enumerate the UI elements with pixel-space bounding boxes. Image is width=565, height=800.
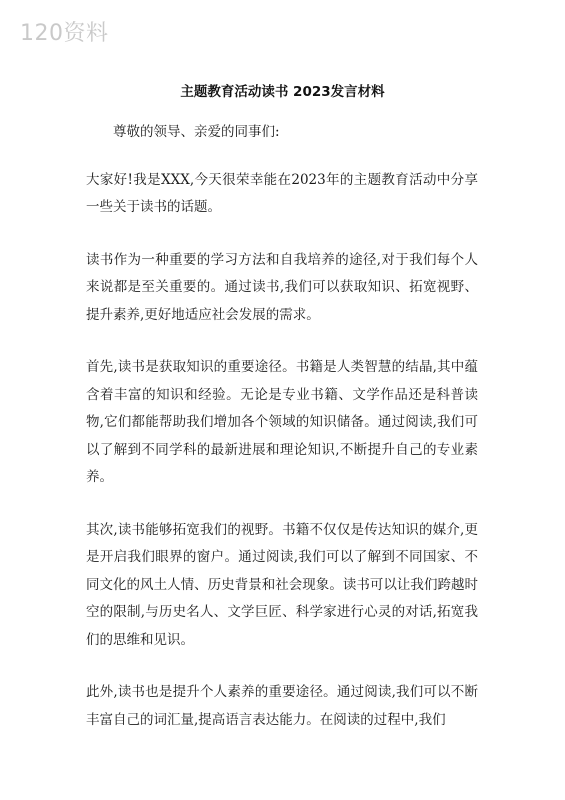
paragraph-greeting: 大家好!我是XXX,今天很荣幸能在2023年的主题教育活动中分享一些关于读书的话题。 bbox=[86, 171, 478, 215]
paragraph-horizons: 其次,读书能够拓宽我们的视野。书籍不仅仅是传达知识的媒介,更是开启我们眼界的窗户。通过阅读,我们可以了解到不同国家、不同文化的风土人情、历史背景和社会现象。读书可以让我们跨越时空的限制,与历史名人、文学巨匠、科学家进行心灵的对话,拓宽我们的思维和见识。 bbox=[86, 521, 478, 648]
paragraph-knowledge: 首先,读书是获取知识的重要途径。书籍是人类智慧的结晶,其中蕴含着丰富的知识和经验。无论是专业书籍、文学作品还是科普读物,它们都能帮助我们增加各个领域的知识储备。通过阅读,我们可以了解到不同学科的最新进展和理论知识,不断提升自己的专业素养。 bbox=[86, 359, 478, 485]
document-title: 主题教育活动读书 2023发言材料 bbox=[180, 84, 385, 100]
paragraph-literacy: 此外,读书也是提升个人素养的重要途径。通过阅读,我们可以不断丰富自己的词汇量,提高语言表达能力。在阅读的过程中,我们 bbox=[86, 684, 478, 728]
document-body bbox=[86, 119, 478, 759]
watermark-logo: 120资料 bbox=[20, 21, 109, 46]
salutation: 尊敬的领导、亲爱的同事们: bbox=[113, 124, 280, 140]
paragraph-intro: 读书作为一种重要的学习方法和自我培养的途径,对于我们每个人来说都是至关重要的。通过读书,我们可以获取知识、拓宽视野、提升素养,更好地适应社会发展的需求。 bbox=[86, 251, 478, 323]
